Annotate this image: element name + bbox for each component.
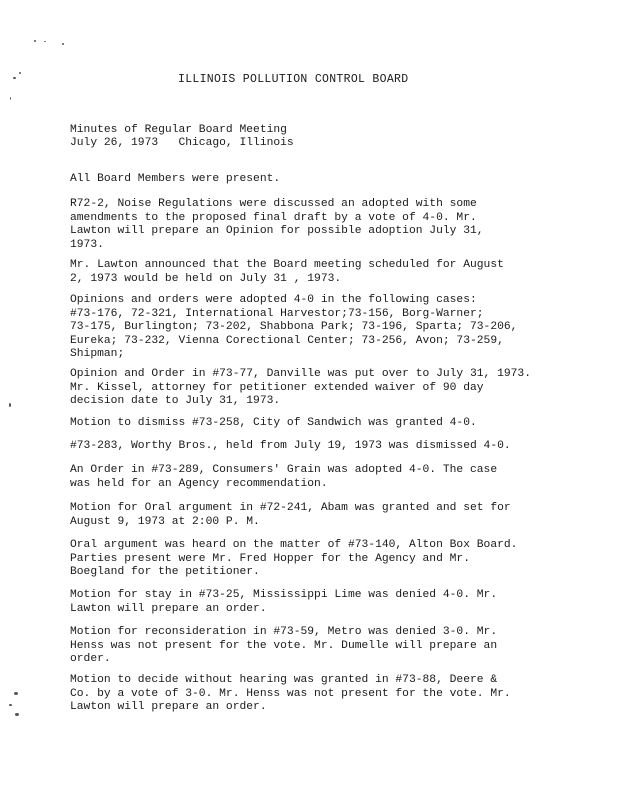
scan-speck bbox=[10, 97, 11, 100]
paragraph-attendance: All Board Members were present. bbox=[70, 173, 281, 185]
meeting-header-line2: July 26, 1973 Chicago, Illinois bbox=[70, 137, 294, 149]
paragraph-alton-box-board: Oral argument was heard on the matter of #73-140, Alton Box Board. Parties present were Mr. Fred Hopper for the Agency and Mr. Boegland for the petitioner. bbox=[70, 539, 518, 579]
scan-speck bbox=[14, 692, 18, 695]
paragraph-consumers-grain: An Order in #73-289, Consumers' Grain was adopted 4-0. The case was held for an Agency recommendation. bbox=[70, 464, 498, 490]
paragraph-adopted-cases: Opinions and orders were adopted 4-0 in the following cases: #73-176, 72-321, International Harvestor;73-156, Borg-Warner; 73-175, Burlington; 73-202, Shabbona Park; 73-196, Sparta; 73-206, Eureka; 73-232, Vienna Corectional Center; 73-256, Avon; 73-259, Shipman; bbox=[70, 294, 518, 361]
scan-speck bbox=[19, 72, 21, 74]
scan-speck bbox=[15, 713, 19, 716]
scan-speck bbox=[34, 40, 36, 42]
paragraph-noise-regulations: R72-2, Noise Regulations were discussed an adopted with some amendments to the proposed final draft by a vote of 4-0. Mr. Lawton will prepare an Opinion for possible adoption July 31, 1973. bbox=[70, 198, 484, 251]
paragraph-sandwich: Motion to dismiss #73-258, City of Sandwich was granted 4-0. bbox=[70, 417, 477, 429]
paragraph-danville: Opinion and Order in #73-77, Danville was put over to July 31, 1973. Mr. Kissel, attorney for petitioner extended waiver of 90 day decision date to July 31, 1973. bbox=[70, 368, 531, 408]
scan-speck bbox=[44, 41, 46, 42]
paragraph-metro: Motion for reconsideration in #73-59, Metro was denied 3-0. Mr. Henss was not present for the vote. Mr. Dumelle will prepare an order. bbox=[70, 626, 498, 666]
document-title: ILLINOIS POLLUTION CONTROL BOARD bbox=[178, 73, 409, 86]
paragraph-mississippi-lime: Motion for stay in #73-25, Mississippi Lime was denied 4-0. Mr. Lawton will prepare an order. bbox=[70, 589, 498, 615]
paragraph-meeting-schedule: Mr. Lawton announced that the Board meeting scheduled for August 2, 1973 would be held on July 31 , 1973. bbox=[70, 259, 504, 285]
paragraph-worthy-bros: #73-283, Worthy Bros., held from July 19, 1973 was dismissed 4-0. bbox=[70, 440, 511, 452]
scan-speck bbox=[9, 704, 12, 706]
paragraph-deere: Motion to decide without hearing was granted in #73-88, Deere & Co. by a vote of 3-0. Mr. Henss was not present for the vote. Mr. Lawton will prepare an order. bbox=[70, 674, 511, 714]
scan-speck bbox=[9, 403, 11, 407]
scan-speck bbox=[62, 43, 64, 45]
scan-speck bbox=[13, 77, 16, 79]
meeting-header-line1: Minutes of Regular Board Meeting bbox=[70, 124, 287, 136]
paragraph-oral-argument-abam: Motion for Oral argument in #72-241, Abam was granted and set for August 9, 1973 at 2:00 P. M. bbox=[70, 502, 511, 528]
